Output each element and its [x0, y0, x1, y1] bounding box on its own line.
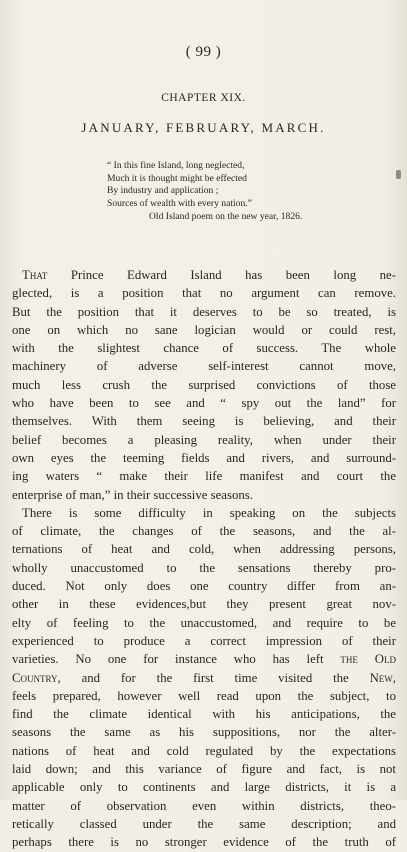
text-line: ternations of heat and cold, when addressing persons, — [12, 542, 396, 557]
text-line-content: varieties. No one for instance who has left — [12, 652, 324, 667]
text-line: one on which no sane logician would or could rest, — [12, 322, 396, 337]
new-country-text: New — [369, 670, 393, 685]
chapter-heading: CHAPTER XIX. — [161, 92, 246, 104]
text-line: find the climate identical with his anticipations, the — [12, 707, 396, 722]
text-line: machinery of adverse self-interest cannot move, — [12, 359, 396, 374]
text-line: with the slightest chance of success. The whole — [12, 341, 396, 356]
page-number: ( 99 ) — [185, 44, 222, 60]
epigraph — [107, 160, 397, 224]
text-line — [12, 669, 396, 687]
text-line-content: Prince Edward Island has been long ne- — [70, 268, 396, 282]
text-line: perhaps there is no stronger evidence of the truth of — [12, 835, 396, 850]
text-line: themselves. With them seeing is believing, and their — [12, 414, 396, 429]
text-line: experienced to produce a correct impression of their — [12, 633, 396, 648]
text-line: belief becomes a pleasing reality, when under their — [12, 432, 396, 447]
epigraph-source: Old Island poem on the new year, 1826. — [149, 211, 303, 223]
epigraph-line: Sources of wealth with every nation.” — [107, 197, 252, 209]
text-line: applicable only to continents and large districts, it is a — [12, 780, 396, 795]
text-line: wholly unaccustomed to the sensations thereby pro- — [12, 560, 396, 575]
text-line: matter of observation even within districts, theo- — [12, 798, 396, 813]
text-line: enterprise of man,” in their successive seasons. — [12, 487, 253, 502]
section-title: JANUARY, FEBRUARY, MARCH. — [81, 120, 326, 135]
text-line: other in these evidences,but they present great nov- — [12, 597, 396, 612]
text-line-content: , — [392, 670, 396, 685]
old-country-text: the Old — [340, 652, 396, 667]
text-line: glected, is a position that no argument can remove. — [12, 286, 396, 301]
text-line: There is some difficulty in speaking on the subjects — [22, 505, 396, 520]
epigraph-line: “ In this fine Island, long neglected, — [107, 160, 245, 171]
text-line: nations of heat and cold regulated by the expectations — [12, 743, 396, 758]
epigraph-line: Much it is thought might be effected — [107, 172, 247, 184]
text-line — [12, 266, 396, 284]
body-text — [12, 266, 396, 852]
opening-word: That — [22, 268, 48, 282]
epigraph-line: By industry and application ; — [107, 185, 219, 197]
text-line: elty of feeling to the unaccustomed, and require to be — [12, 615, 396, 630]
text-line: feels prepared, however well read upon the subject, to — [12, 688, 396, 703]
text-line: seasons the same as his suppositions, nor the alter- — [12, 725, 396, 740]
text-line: who have been to see and “ spy out the land” for — [12, 396, 396, 411]
text-line: much less crush the surprised convictions of those — [12, 377, 396, 392]
text-line: of climate, the changes of the seasons, and the al- — [12, 524, 396, 539]
old-country-text: Country — [12, 670, 58, 685]
text-line: duced. Not only does one country differ from an- — [12, 579, 396, 594]
text-line-content: , and for the first time visited the — [57, 670, 349, 685]
text-line: retically classed under the same description; and — [12, 816, 396, 831]
text-line: But the position that it deserves to be so treated, is — [12, 304, 396, 319]
text-line: laid down; and this variance of figure and fact, is not — [12, 762, 396, 777]
text-line: own eyes the teeming fields and rivers, and surround- — [12, 450, 396, 465]
text-line — [12, 650, 396, 668]
text-line: ing waters “ make their life manifest and court the — [12, 469, 396, 484]
